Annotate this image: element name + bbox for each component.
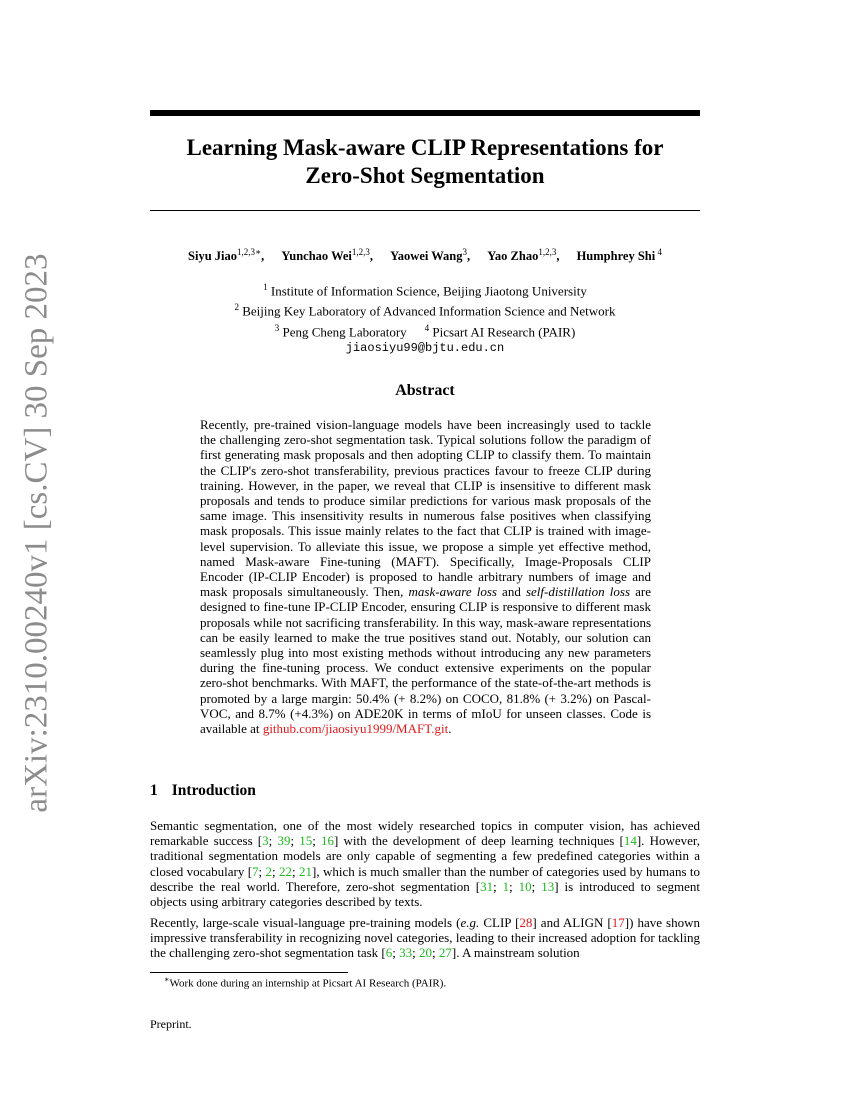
body-text: ; bbox=[290, 833, 300, 849]
abstract-heading: Abstract bbox=[395, 382, 455, 399]
citation-link[interactable]: 1 bbox=[502, 878, 510, 894]
emphasis: mask-aware loss bbox=[408, 584, 497, 600]
body-text: ; bbox=[493, 878, 503, 894]
citation-link[interactable]: 10 bbox=[518, 878, 532, 894]
author-affil: 4 bbox=[655, 247, 662, 257]
footnote: ∗Work done during an internship at Picsart AI Research (PAIR). bbox=[164, 975, 447, 990]
author-affil: 1,2,3 bbox=[538, 247, 557, 257]
affiliation-3-4: $^3$ Peng Cheng Laboratory $^4$ Picsart AI Research (PAIR) bbox=[274, 322, 576, 339]
author-name: Humphrey Shi bbox=[576, 249, 656, 264]
emphasis: e.g. bbox=[460, 915, 480, 930]
body-text: ; bbox=[431, 945, 439, 961]
intro-paragraph-2 bbox=[150, 915, 700, 961]
body-text: ]. However, traditional segmentation models are only capable of segmenting a few predefined categories within a closed vocabulary [ bbox=[150, 833, 700, 879]
body-text: ; bbox=[312, 833, 322, 849]
citation-link[interactable]: 21 bbox=[299, 863, 313, 879]
code-link[interactable]: github.com/jiaosiyu1999/MAFT.git bbox=[262, 721, 449, 737]
affiliation-2: $^2$ Beijing Key Laboratory of Advanced Information Science and Network bbox=[234, 302, 616, 319]
affiliations bbox=[150, 279, 700, 356]
author-list bbox=[110, 247, 740, 264]
arxiv-stamp: arXiv:2310.00240v1 [cs.CV] 30 Sep 2023 bbox=[18, 253, 55, 813]
section-title: Introduction bbox=[171, 782, 256, 799]
author: Yao Zhao$^{1,2,3}$, bbox=[487, 247, 560, 264]
body-text: ; bbox=[272, 863, 280, 879]
title-top-rule bbox=[150, 110, 700, 116]
author: Yaowei Wang$^3$, bbox=[390, 247, 471, 264]
body-text: ] is introduced to segment objects using arbitrary categories described by texts. bbox=[150, 878, 700, 910]
title-line-1: Learning Mask-aware CLIP Representations for bbox=[186, 135, 664, 160]
section-number: 1 bbox=[150, 782, 158, 799]
author-name: Siyu Jiao bbox=[188, 249, 238, 264]
citation-link[interactable]: 39 bbox=[277, 833, 291, 849]
body-text: ; bbox=[531, 878, 542, 894]
reference-link[interactable]: 28 bbox=[519, 915, 533, 930]
author-affil: 1,2,3∗ bbox=[237, 247, 262, 257]
author-name: Yunchao Wei bbox=[281, 249, 352, 264]
reference-link[interactable]: 17 bbox=[611, 915, 625, 930]
body-text: ] and ALIGN [ bbox=[532, 915, 612, 930]
citation-link[interactable]: 7 bbox=[252, 863, 259, 879]
citation-link[interactable]: 22 bbox=[279, 863, 293, 879]
title-line-2: Zero-Shot Segmentation bbox=[305, 163, 545, 188]
body-text: ; bbox=[258, 863, 266, 879]
citation-link[interactable]: 31 bbox=[480, 878, 494, 894]
body-text: ; bbox=[268, 833, 278, 849]
body-text: ; bbox=[412, 945, 419, 961]
author: Siyu Jiao$^{1,2,3∗}$, bbox=[188, 247, 265, 264]
abstract-body: Recently, pre-trained vision-language models have been increasingly used to tackle the challenging zero-shot segmentation task. Typical solutions follow the paradigm of first generating mask proposals and then adopting CLIP to classify them. To maintain the CLIP's zero-shot transferability, previous practices favour to freeze CLIP during training. However, in the paper, we reveal that CLIP is insensitive to different mask proposals and tends to produce similar predictions for various mask proposals of the same image. This insensitivity results in numerous false positives when classifying mask proposals. This issue mainly relates to the fact that CLIP is trained with image-level supervision. To alleviate this issue, we propose a simple yet effective method, named Mask-aware Fine-tuning (MAFT). Specifically, Image-Proposals CLIP Encoder (IP-CLIP Encoder) is proposed to handle arbitrary numbers of image and mask proposals simultaneously. Then, mask-aware loss and self-distillation loss are designed to fine-tune IP-CLIP Encoder, ensuring CLIP is responsive to different mask proposals while not sacrificing transferability. In this way, mask-aware representations can be easily learned to make the true positives stand out. Notably, our solution can seamlessly plug into most existing methods without introducing any new parameters during the fine-tuning process. We conduct extensive experiments on the popular zero-shot benchmarks. With MAFT, the performance of the state-of-the-art methods is promoted by a large margin: 50.4% (+ 8.2%) on COCO, 81.8% (+ 3.2%) on Pascal-VOC, and 8.7% (+4.3%) on ADE20K in terms of mIoU for unseen classes. Code is available at github.com/jiaosiyu1999/MAFT.git. bbox=[200, 417, 651, 737]
author-affil: 3 bbox=[462, 247, 468, 257]
author: Yunchao Wei$^{1,2,3}$, bbox=[281, 247, 374, 264]
citation-link[interactable]: 16 bbox=[321, 833, 335, 849]
citation-link[interactable]: 15 bbox=[299, 833, 313, 849]
emphasis: self-distillation loss bbox=[525, 584, 630, 600]
author-name: Yao Zhao bbox=[487, 249, 539, 264]
paper-title bbox=[150, 134, 700, 190]
citation-link[interactable]: 14 bbox=[623, 833, 637, 849]
body-text: ]) have shown impressive transferability in recognizing novel categories, leading to their increased adoption for tackling the challenging zero-shot segmentation task [ bbox=[150, 915, 700, 961]
footnote-rule bbox=[150, 972, 348, 973]
intro-paragraph-1 bbox=[150, 818, 700, 909]
body-text: ]. A mainstream solution bbox=[451, 945, 580, 961]
body-text: ; bbox=[292, 863, 300, 879]
citation-link[interactable]: 3 bbox=[262, 833, 269, 849]
author-name: Yaowei Wang bbox=[390, 249, 463, 264]
title-bottom-rule bbox=[150, 210, 700, 211]
citation-link[interactable]: 20 bbox=[418, 945, 432, 961]
contact-email[interactable]: jiaosiyu99@bjtu.edu.cn bbox=[345, 340, 505, 355]
author-affil: 1,2,3 bbox=[351, 247, 370, 257]
body-text: CLIP [ bbox=[479, 915, 520, 930]
citation-link[interactable]: 33 bbox=[399, 945, 413, 961]
body-text: Recently, large-scale visual-language pre-training models ( bbox=[150, 915, 461, 930]
body-text: ], which is much smaller than the number of categories used by humans to describe the real world. Therefore, zero-shot segmentation [ bbox=[150, 863, 700, 894]
citation-link[interactable]: 2 bbox=[265, 863, 273, 879]
citation-link[interactable]: 27 bbox=[438, 945, 452, 961]
body-text: ] with the development of deep learning techniques [ bbox=[334, 833, 624, 849]
footer-preprint: Preprint. bbox=[150, 1017, 192, 1031]
citation-link[interactable]: 13 bbox=[541, 878, 555, 894]
body-text: ; bbox=[509, 878, 519, 894]
body-text: ; bbox=[392, 945, 400, 961]
body-text: Semantic segmentation, one of the most widely researched topics in computer vision, has achieved remarkable success [ bbox=[150, 818, 700, 849]
author bbox=[577, 249, 662, 263]
section-heading bbox=[150, 782, 256, 800]
affiliation-1: $^1$ Institute of Information Science, Beijing Jiaotong University bbox=[263, 282, 587, 299]
citation-link[interactable]: 6 bbox=[385, 945, 393, 961]
